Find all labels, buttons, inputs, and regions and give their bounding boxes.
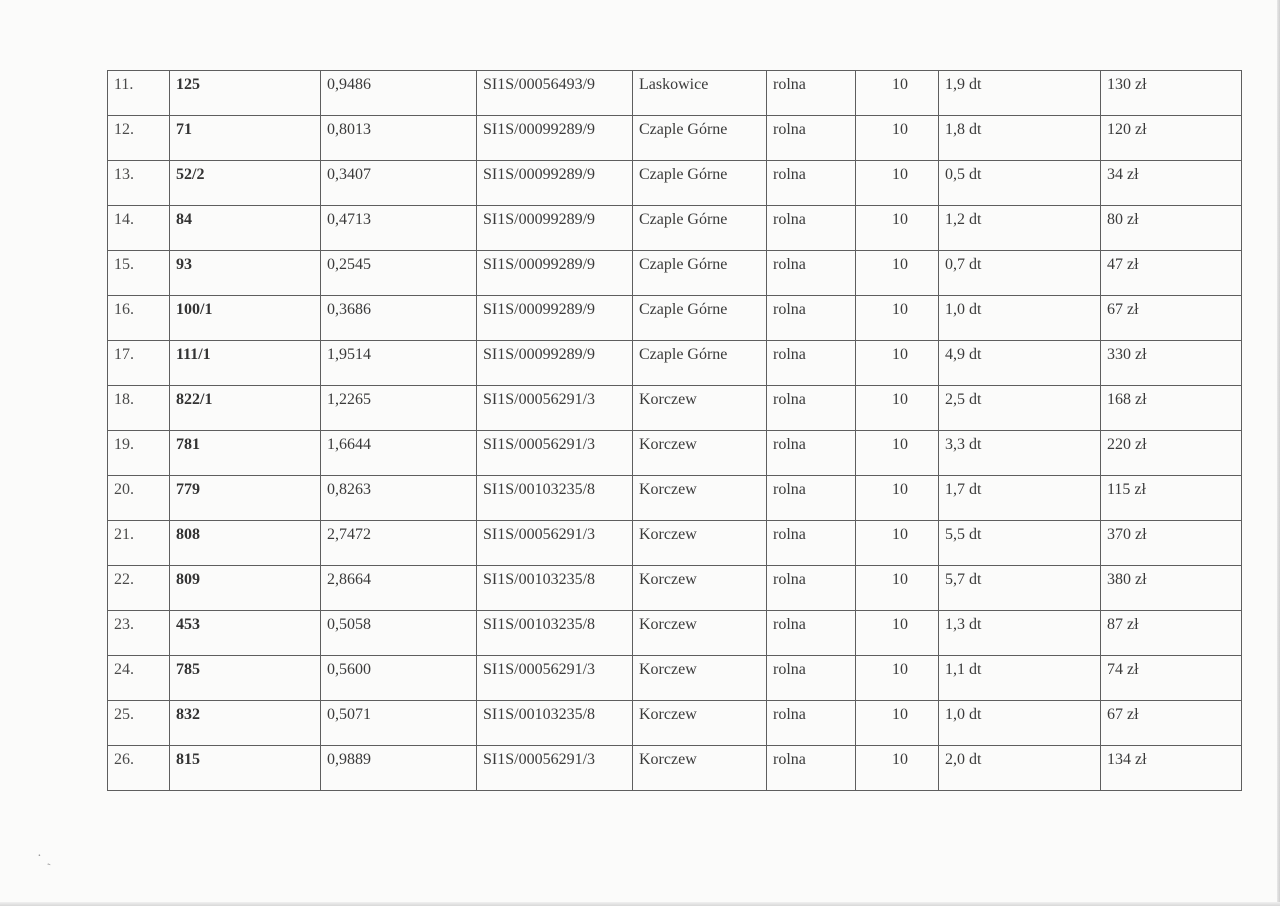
row-number-cell: 11. xyxy=(108,71,170,116)
page-bottom-edge xyxy=(0,902,1280,906)
precinct-name-cell: Korczew xyxy=(633,746,767,791)
table-row xyxy=(108,611,1242,656)
row-number-cell: 15. xyxy=(108,251,170,296)
row-number-cell: 16. xyxy=(108,296,170,341)
land-register-number-cell: SI1S/00056291/3 xyxy=(477,746,633,791)
table-body xyxy=(108,71,1242,791)
plot-number-cell: 111/1 xyxy=(170,341,321,386)
land-use-cell: rolna xyxy=(767,71,856,116)
quantity-cell: 1,9 dt xyxy=(939,71,1101,116)
quantity-cell: 5,7 dt xyxy=(939,566,1101,611)
land-register-number-cell: SI1S/00103235/8 xyxy=(477,476,633,521)
plot-number-cell: 832 xyxy=(170,701,321,746)
rate-cell: 10 xyxy=(856,296,939,341)
plot-area-cell: 0,5058 xyxy=(321,611,477,656)
rate-cell: 10 xyxy=(856,431,939,476)
table-row xyxy=(108,341,1242,386)
rate-cell: 10 xyxy=(856,116,939,161)
land-register-number-cell: SI1S/00056291/3 xyxy=(477,656,633,701)
plot-area-cell: 0,9889 xyxy=(321,746,477,791)
land-register-number-cell: SI1S/00103235/8 xyxy=(477,701,633,746)
rate-cell: 10 xyxy=(856,566,939,611)
plot-number-cell: 822/1 xyxy=(170,386,321,431)
amount-cell: 220 zł xyxy=(1101,431,1242,476)
row-number-cell: 13. xyxy=(108,161,170,206)
land-use-cell: rolna xyxy=(767,656,856,701)
land-use-cell: rolna xyxy=(767,386,856,431)
precinct-name-cell: Korczew xyxy=(633,476,767,521)
land-register-number-cell: SI1S/00099289/9 xyxy=(477,341,633,386)
row-number-cell: 23. xyxy=(108,611,170,656)
precinct-name-cell: Korczew xyxy=(633,701,767,746)
rate-cell: 10 xyxy=(856,161,939,206)
land-use-cell: rolna xyxy=(767,116,856,161)
table-row xyxy=(108,566,1242,611)
table-row xyxy=(108,251,1242,296)
plot-area-cell: 0,3407 xyxy=(321,161,477,206)
precinct-name-cell: Korczew xyxy=(633,521,767,566)
plot-number-cell: 785 xyxy=(170,656,321,701)
quantity-cell: 1,3 dt xyxy=(939,611,1101,656)
amount-cell: 87 zł xyxy=(1101,611,1242,656)
precinct-name-cell: Czaple Górne xyxy=(633,116,767,161)
rate-cell: 10 xyxy=(856,206,939,251)
quantity-cell: 2,5 dt xyxy=(939,386,1101,431)
land-use-cell: rolna xyxy=(767,521,856,566)
rate-cell: 10 xyxy=(856,71,939,116)
rate-cell: 10 xyxy=(856,521,939,566)
plot-area-cell: 0,5600 xyxy=(321,656,477,701)
plot-area-cell: 0,4713 xyxy=(321,206,477,251)
amount-cell: 34 zł xyxy=(1101,161,1242,206)
quantity-cell: 0,5 dt xyxy=(939,161,1101,206)
row-number-cell: 26. xyxy=(108,746,170,791)
rate-cell: 10 xyxy=(856,386,939,431)
plot-area-cell: 0,3686 xyxy=(321,296,477,341)
amount-cell: 330 zł xyxy=(1101,341,1242,386)
precinct-name-cell: Korczew xyxy=(633,431,767,476)
amount-cell: 67 zł xyxy=(1101,701,1242,746)
amount-cell: 67 zł xyxy=(1101,296,1242,341)
plot-area-cell: 1,2265 xyxy=(321,386,477,431)
amount-cell: 74 zł xyxy=(1101,656,1242,701)
quantity-cell: 1,0 dt xyxy=(939,701,1101,746)
amount-cell: 370 zł xyxy=(1101,521,1242,566)
land-use-cell: rolna xyxy=(767,566,856,611)
row-number-cell: 20. xyxy=(108,476,170,521)
amount-cell: 134 zł xyxy=(1101,746,1242,791)
table-row xyxy=(108,161,1242,206)
rate-cell: 10 xyxy=(856,611,939,656)
plot-number-cell: 809 xyxy=(170,566,321,611)
amount-cell: 115 zł xyxy=(1101,476,1242,521)
row-number-cell: 12. xyxy=(108,116,170,161)
quantity-cell: 1,0 dt xyxy=(939,296,1101,341)
row-number-cell: 24. xyxy=(108,656,170,701)
table-row xyxy=(108,296,1242,341)
table-row xyxy=(108,656,1242,701)
plot-area-cell: 2,7472 xyxy=(321,521,477,566)
rate-cell: 10 xyxy=(856,701,939,746)
plot-area-cell: 0,8013 xyxy=(321,116,477,161)
table-row xyxy=(108,116,1242,161)
quantity-cell: 1,2 dt xyxy=(939,206,1101,251)
land-use-cell: rolna xyxy=(767,476,856,521)
row-number-cell: 17. xyxy=(108,341,170,386)
table-row xyxy=(108,701,1242,746)
row-number-cell: 14. xyxy=(108,206,170,251)
precinct-name-cell: Czaple Górne xyxy=(633,206,767,251)
land-use-cell: rolna xyxy=(767,611,856,656)
land-register-number-cell: SI1S/00099289/9 xyxy=(477,116,633,161)
quantity-cell: 1,7 dt xyxy=(939,476,1101,521)
plot-number-cell: 100/1 xyxy=(170,296,321,341)
amount-cell: 168 zł xyxy=(1101,386,1242,431)
table-row xyxy=(108,746,1242,791)
precinct-name-cell: Czaple Górne xyxy=(633,161,767,206)
table-row xyxy=(108,71,1242,116)
plot-area-cell: 0,9486 xyxy=(321,71,477,116)
land-register-number-cell: SI1S/00103235/8 xyxy=(477,566,633,611)
land-use-cell: rolna xyxy=(767,296,856,341)
land-register-number-cell: SI1S/00056291/3 xyxy=(477,386,633,431)
rate-cell: 10 xyxy=(856,251,939,296)
precinct-name-cell: Czaple Górne xyxy=(633,251,767,296)
plot-number-cell: 125 xyxy=(170,71,321,116)
plot-number-cell: 84 xyxy=(170,206,321,251)
plot-number-cell: 779 xyxy=(170,476,321,521)
amount-cell: 80 zł xyxy=(1101,206,1242,251)
plot-area-cell: 1,6644 xyxy=(321,431,477,476)
amount-cell: 380 zł xyxy=(1101,566,1242,611)
quantity-cell: 0,7 dt xyxy=(939,251,1101,296)
plot-area-cell: 0,2545 xyxy=(321,251,477,296)
plot-area-cell: 0,8263 xyxy=(321,476,477,521)
quantity-cell: 4,9 dt xyxy=(939,341,1101,386)
plot-number-cell: 815 xyxy=(170,746,321,791)
land-register-number-cell: SI1S/00099289/9 xyxy=(477,296,633,341)
table-row xyxy=(108,206,1242,251)
rate-cell: 10 xyxy=(856,476,939,521)
quantity-cell: 1,1 dt xyxy=(939,656,1101,701)
rate-cell: 10 xyxy=(856,746,939,791)
plot-area-cell: 1,9514 xyxy=(321,341,477,386)
plot-number-cell: 808 xyxy=(170,521,321,566)
row-number-cell: 21. xyxy=(108,521,170,566)
land-use-cell: rolna xyxy=(767,746,856,791)
table-row xyxy=(108,431,1242,476)
table-row xyxy=(108,476,1242,521)
row-number-cell: 19. xyxy=(108,431,170,476)
table-row xyxy=(108,386,1242,431)
row-number-cell: 25. xyxy=(108,701,170,746)
land-register-number-cell: SI1S/00099289/9 xyxy=(477,206,633,251)
precinct-name-cell: Korczew xyxy=(633,386,767,431)
precinct-name-cell: Korczew xyxy=(633,566,767,611)
land-register-number-cell: SI1S/00056291/3 xyxy=(477,431,633,476)
amount-cell: 120 zł xyxy=(1101,116,1242,161)
row-number-cell: 18. xyxy=(108,386,170,431)
rate-cell: 10 xyxy=(856,341,939,386)
plot-number-cell: 71 xyxy=(170,116,321,161)
rate-cell: 10 xyxy=(856,656,939,701)
amount-cell: 47 zł xyxy=(1101,251,1242,296)
plot-number-cell: 52/2 xyxy=(170,161,321,206)
precinct-name-cell: Czaple Górne xyxy=(633,296,767,341)
land-use-cell: rolna xyxy=(767,431,856,476)
land-use-cell: rolna xyxy=(767,341,856,386)
scan-speck: ˙ˏ xyxy=(35,850,52,870)
precinct-name-cell: Laskowice xyxy=(633,71,767,116)
quantity-cell: 2,0 dt xyxy=(939,746,1101,791)
plot-area-cell: 0,5071 xyxy=(321,701,477,746)
precinct-name-cell: Korczew xyxy=(633,611,767,656)
quantity-cell: 5,5 dt xyxy=(939,521,1101,566)
land-use-cell: rolna xyxy=(767,206,856,251)
quantity-cell: 3,3 dt xyxy=(939,431,1101,476)
land-register-number-cell: SI1S/00056291/3 xyxy=(477,521,633,566)
plot-number-cell: 453 xyxy=(170,611,321,656)
land-register-number-cell: SI1S/00099289/9 xyxy=(477,161,633,206)
land-use-cell: rolna xyxy=(767,701,856,746)
precinct-name-cell: Czaple Górne xyxy=(633,341,767,386)
row-number-cell: 22. xyxy=(108,566,170,611)
land-use-cell: rolna xyxy=(767,251,856,296)
table-row xyxy=(108,521,1242,566)
plot-number-cell: 93 xyxy=(170,251,321,296)
amount-cell: 130 zł xyxy=(1101,71,1242,116)
quantity-cell: 1,8 dt xyxy=(939,116,1101,161)
plot-number-cell: 781 xyxy=(170,431,321,476)
plot-area-cell: 2,8664 xyxy=(321,566,477,611)
land-use-cell: rolna xyxy=(767,161,856,206)
precinct-name-cell: Korczew xyxy=(633,656,767,701)
land-register-number-cell: SI1S/00103235/8 xyxy=(477,611,633,656)
land-register-number-cell: SI1S/00056493/9 xyxy=(477,71,633,116)
land-register-number-cell: SI1S/00099289/9 xyxy=(477,251,633,296)
plots-table xyxy=(107,70,1242,791)
